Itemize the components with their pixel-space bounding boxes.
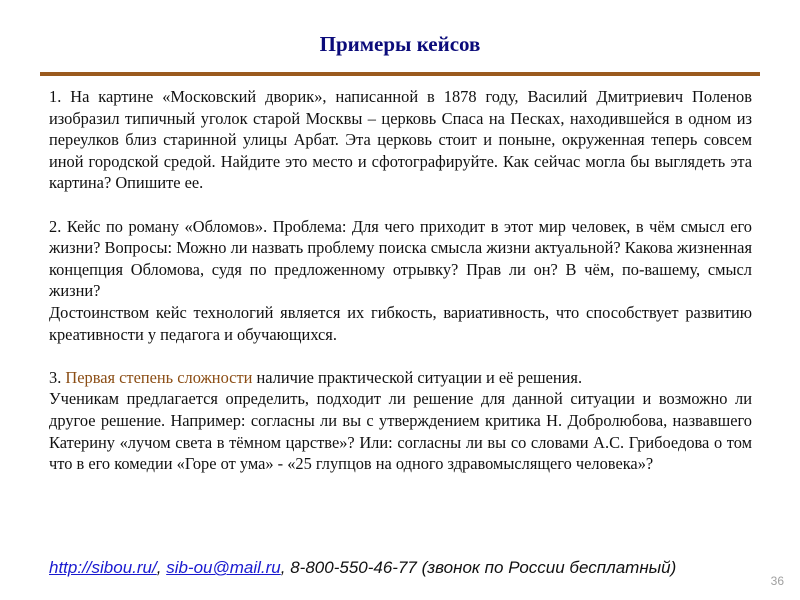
complexity-level-highlight: Первая степень сложности xyxy=(65,367,253,387)
case-2-text: 2. Кейс по роману «Обломов». Проблема: Для чего приходит в этот мир человек, в чём смысл его жизни? Вопросы: Можно ли назвать проблему поиска смысла жизни актуальной? Какова жизненная концепция Обломова, судя по предложенному отрывку? Прав ли он? В чём, по-вашему, смысл жизни? xyxy=(49,216,752,301)
case-3-text: Ученикам предлагается определить, подходит ли решение для данной ситуации и возможно ли другое решение. Например: согласны ли вы с утверждением критика Н. Добролюбова, назвавшего Катерину «лучом света в тёмном царстве»? Или: согласны ли вы со словами А.С. Грибоедова о том что в его комедии «Горе от ума» - «25 глупцов на одного здравомыслящего человека»? xyxy=(49,389,752,474)
case-1-text: 1. На картине «Московский дворик», написанной в 1878 году, Василий Дмитриевич Поленов изобразил типичный уголок старой Москвы – церковь Спаса на Песках, находившейся в одном из переулков близ старинной улицы Арбат. Эта церковь стоит и поныне, окруженная теперь совсем иной городской средой. Найдите это место и сфотографируйте. Как сейчас могла бы выглядеть эта картина? Опишите ее. xyxy=(49,87,752,193)
slide-title: Примеры кейсов xyxy=(319,32,481,56)
case-2-note: Достоинством кейс технологий является их гибкость, вариативность, что способствует развитию креативности у педагога и обучающихся. xyxy=(49,302,752,344)
footer-contacts xyxy=(49,558,676,578)
site-link[interactable]: http://sibou.ru/ xyxy=(49,558,157,577)
title-divider xyxy=(40,72,760,76)
separator: , xyxy=(280,558,291,577)
paragraph-gap xyxy=(49,345,752,367)
phone-text: 8-800-550-46-77 (звонок по России бесплатный) xyxy=(290,558,677,577)
case-3-heading xyxy=(49,367,752,389)
paragraph-gap xyxy=(49,194,752,216)
case-3-number: 3. xyxy=(49,367,66,387)
case-3-heading-rest: наличие практической ситуации и её решения. xyxy=(252,367,583,387)
slide-body xyxy=(49,86,752,475)
page-number: 36 xyxy=(770,574,784,588)
separator: , xyxy=(156,558,167,577)
email-link[interactable]: sib-ou@mail.ru xyxy=(166,558,281,577)
